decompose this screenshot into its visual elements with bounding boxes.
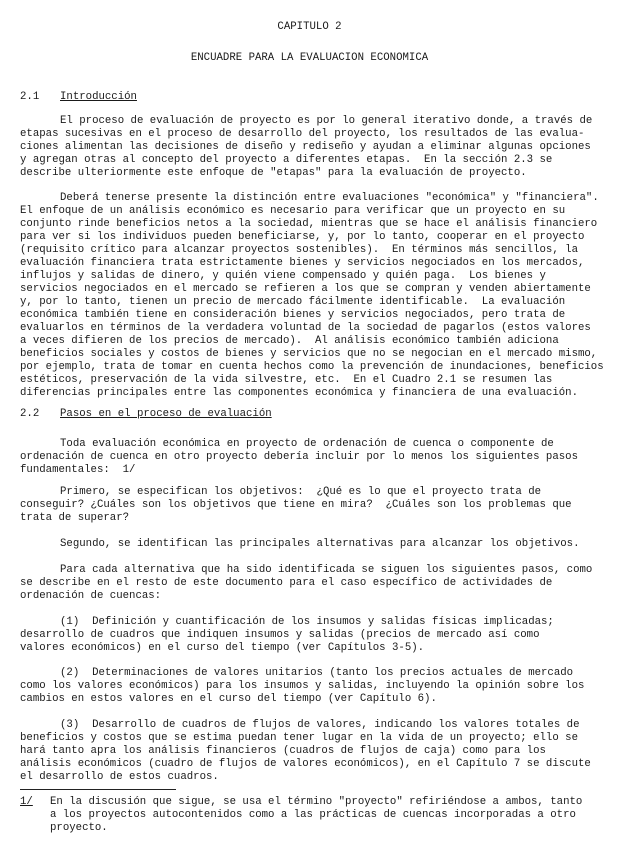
section-title: Pasos en el proceso de evaluación bbox=[60, 408, 272, 420]
paragraph-line: a veces difieren de los precios de mercado). Al análisis económico también adiciona bbox=[20, 335, 559, 347]
paragraph-line: El proceso de evaluación de proyecto es por lo general iterativo donde, a través de bbox=[60, 115, 593, 127]
chapter-title bbox=[0, 52, 619, 65]
footnote-body bbox=[50, 796, 619, 835]
paragraph-line: (1) Definición y cuantificación de los insumos y salidas físicas implicadas; bbox=[60, 616, 554, 628]
chapter-label: CAPITULO 2 bbox=[277, 21, 342, 33]
paragraph-line: beneficios y costos que se estima puedan tener lugar en la vida de un proyecto; ello se bbox=[20, 732, 578, 744]
section-heading-2-2 bbox=[20, 407, 272, 421]
paragraph-line: servicios negociados en el mercado se refieren a los que se compran y venden abiertamente bbox=[20, 283, 591, 295]
paragraph-line: y, por lo tanto, tienen un precio de mercado fácilmente identificable. La evaluación bbox=[20, 296, 566, 308]
paragraph-line: El enfoque de un análisis económico es necesario para verificar que un proyecto en su bbox=[20, 205, 566, 217]
section-number: 2.2 bbox=[20, 408, 40, 420]
footnote-line: proyecto. bbox=[50, 822, 108, 834]
paragraph-each-alternative bbox=[20, 564, 605, 603]
paragraph-line: fundamentales: 1/ bbox=[20, 464, 136, 476]
section-number: 2.1 bbox=[20, 91, 40, 103]
paragraph-line: ordenación de cuenca en otro proyecto debería incluir por lo menos los siguientes pasos bbox=[20, 451, 578, 463]
paragraph-step-2 bbox=[20, 667, 605, 706]
footnote-line: En la discusión que sigue, se usa el término "proyecto" refiriéndose a ambos, tanto bbox=[50, 796, 583, 808]
paragraph-line: se describe en el resto de este documento para el caso específico de actividades de bbox=[20, 577, 553, 589]
paragraph-line: análisis económicos (cuadro de flujos de valores económicos), en el Capítulo 7 se discute bbox=[20, 758, 591, 770]
section-title: Introducción bbox=[60, 91, 137, 103]
footnote-divider bbox=[20, 789, 176, 790]
paragraph-line: (2) Determinaciones de valores unitarios (tanto los precios actuales de mercado bbox=[60, 667, 574, 679]
paragraph-line: (requisito crítico para alcanzar proyectos sostenibles). En términos más sencillos, la bbox=[20, 244, 578, 256]
paragraph-line: hará tanto apra los análisis financieros (cuadros de flujos de caja) como para los bbox=[20, 745, 546, 757]
paragraph-line: Para cada alternativa que ha sido identificada se siguen los siguientes pasos, como bbox=[60, 564, 593, 576]
paragraph-line: Segundo, se identifican las principales alternativas para alcanzar los objetivos. bbox=[60, 538, 580, 550]
paragraph-line: cambios en estos valores en el curso del tiempo (ver Capítulo 6). bbox=[20, 693, 437, 705]
paragraph-line: evaluación financiera trata estrictamente bienes y servicios negociados en los mercados, bbox=[20, 257, 585, 269]
paragraph-line: conseguir? ¿Cuáles son los objetivos que tiene en mira? ¿Cuáles son los problemas que bbox=[20, 499, 572, 511]
section-heading-2-1 bbox=[20, 90, 137, 104]
paragraph-line: describe ulteriormente este enfoque de "etapas" para la evaluación de proyecto. bbox=[20, 167, 527, 179]
paragraph-line: influjos y salidas de dinero, y quién viene compensado y quién paga. Los bienes y bbox=[20, 270, 546, 282]
paragraph-line: Primero, se especifican los objetivos: ¿Qué es lo que el proyecto trata de bbox=[60, 486, 542, 498]
paragraph-line: (3) Desarrollo de cuadros de flujos de valores, indicando los valores totales de bbox=[60, 719, 580, 731]
paragraph-line: y agregan otras al concepto del proyecto a diferentes etapas. En la sección 2.3 se bbox=[20, 154, 553, 166]
paragraph-line: ordenación de cuencas: bbox=[20, 590, 162, 602]
paragraph-line: el desarrollo de estos cuadros. bbox=[20, 771, 219, 783]
paragraph-line: Toda evaluación económica en proyecto de ordenación de cuenca o componente de bbox=[60, 438, 554, 450]
paragraph-step-1 bbox=[20, 616, 605, 655]
paragraph-line: ciones alimentan las decisiones de diseño y rediseño y ayudan a eliminar algunas opciones bbox=[20, 141, 591, 153]
paragraph-step-3 bbox=[20, 719, 605, 784]
paragraph-line: como los valores económicos) para los insumos y salidas, incluyendo la opinión sobre los bbox=[20, 680, 585, 692]
paragraph-line: para ver si los individuos pueden beneficiarse, y, por lo tanto, cooperar en el proyecto bbox=[20, 231, 585, 243]
paragraph-line: por ejemplo, trata de tomar en cuenta hechos como la prevención de inundaciones, beneficios bbox=[20, 361, 604, 373]
paragraph-first bbox=[20, 486, 605, 525]
paragraph-steps-intro bbox=[20, 438, 605, 477]
chapter-title-text: ENCUADRE PARA LA EVALUACION ECONOMICA bbox=[190, 52, 429, 64]
paragraph-line: económica también tiene en consideración bienes y servicios negociados, pero trata de bbox=[20, 309, 566, 321]
paragraph-line: estéticos, preservación de la vida silvestre, etc. En el Cuadro 2.1 se resumen las bbox=[20, 374, 553, 386]
paragraph-line: etapas sucesivas en el proceso de desarrollo del proyecto, los resultados de las evalua- bbox=[20, 128, 585, 140]
paragraph-line: conjunto rinde beneficios netos a la sociedad, mientras que se hace el análisis financiero bbox=[20, 218, 598, 230]
paragraph-line: desarrollo de cuadros que indiquen insumos y salidas (precios de mercado así como bbox=[20, 629, 540, 641]
paragraph-intro-2 bbox=[20, 192, 605, 400]
paragraph-line: trata de superar? bbox=[20, 512, 130, 524]
paragraph-second bbox=[20, 538, 605, 551]
paragraph-line: valores económicos) en el curso del tiempo (ver Capítulos 3-5). bbox=[20, 642, 425, 654]
paragraph-intro-1 bbox=[20, 115, 605, 180]
footnote-line: a los proyectos autocontenidos como a las prácticas de cuencas incorporadas a otro bbox=[50, 809, 576, 821]
paragraph-line: evaluarlos en términos de la verdadera voluntad de la sociedad de pagarlos (estos valores bbox=[20, 322, 591, 334]
paragraph-line: diferencias principales entre las componentes económica y financiera de una evaluación. bbox=[20, 387, 578, 399]
paragraph-line: beneficios sociales y costos de bienes y servicios que no se negocian en el mercado mismo, bbox=[20, 348, 598, 360]
footnote-mark: 1/ bbox=[20, 796, 33, 808]
chapter-heading bbox=[0, 21, 619, 34]
paragraph-line: Deberá tenerse presente la distinción entre evaluaciones "económica" y "financiera". bbox=[60, 192, 599, 204]
